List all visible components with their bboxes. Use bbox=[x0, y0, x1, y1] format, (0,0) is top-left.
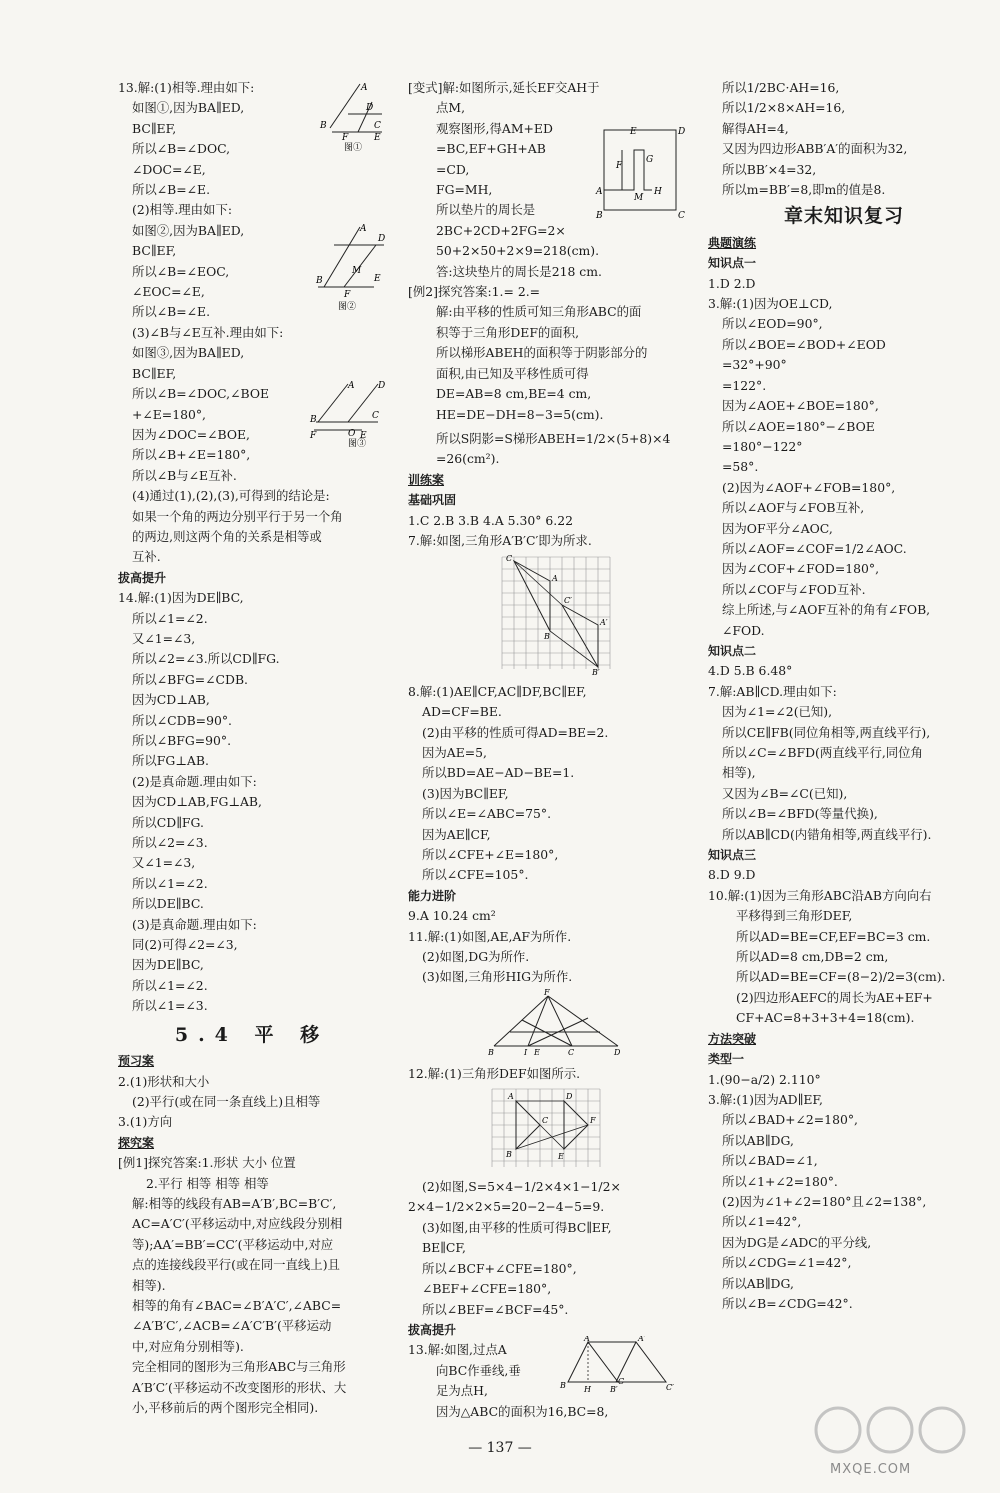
q13-line: +∠E=180°, bbox=[132, 406, 206, 422]
knowledge-point-2: 知识点二 bbox=[708, 643, 757, 658]
q13-line: 如图③,因为BA∥ED, bbox=[132, 345, 245, 361]
q12-line: 所以∠BCF+∠CFE=180°, bbox=[422, 1260, 577, 1276]
kp1-line: 所以∠AOF=∠COF=1/2∠AOC. bbox=[722, 540, 907, 556]
q13-line: 互补. bbox=[132, 549, 161, 565]
cont-line: 所以1/2×8×AH=16, bbox=[722, 100, 846, 116]
ex1-line: ∠A′B′C′,∠ACB=∠A′C′B′(平移运动 bbox=[132, 1318, 332, 1334]
kp2-line: 7.解:AB∥CD.理由如下: bbox=[708, 683, 837, 699]
q13b-line: 13.解:如图,过点A bbox=[408, 1342, 507, 1358]
example2-block bbox=[408, 282, 688, 470]
svg-text:E: E bbox=[630, 127, 637, 137]
q8-line: 所以BD=AE−AD−BE=1. bbox=[422, 765, 575, 781]
q12-line: BE∥CF, bbox=[422, 1240, 466, 1256]
q14-line: 又∠1=∠3, bbox=[132, 855, 196, 871]
heading-explore: 探究案 bbox=[118, 1135, 155, 1150]
svg-text:E: E bbox=[558, 1151, 564, 1161]
q14-line: 因为CD⊥AB,FG⊥AB, bbox=[132, 794, 262, 810]
kp3-line: (2)四边形AEFC的周长为AE+EF+ bbox=[736, 989, 933, 1005]
triangle-translation-figure bbox=[558, 1336, 686, 1396]
q13-line: BC∥EF, bbox=[132, 120, 177, 136]
svg-text:A: A bbox=[348, 381, 355, 391]
column-left bbox=[118, 78, 386, 1418]
ex2-line: DE=AB=8 cm,BE=4 cm, bbox=[436, 386, 592, 402]
svg-text:A: A bbox=[508, 1091, 514, 1101]
q8-line: (3)因为BC∥EF, bbox=[422, 785, 509, 801]
kp1-line: =58°. bbox=[722, 459, 759, 475]
heading-method: 方法突破 bbox=[708, 1031, 757, 1046]
svg-text:B: B bbox=[488, 1047, 494, 1057]
knowledge-point-3: 知识点三 bbox=[708, 848, 757, 863]
q12-line: (3)如图,由平移的性质可得BC∥EF, bbox=[422, 1219, 612, 1235]
heading-train: 训练案 bbox=[408, 472, 445, 487]
method-line: 所以∠1=42°, bbox=[722, 1214, 802, 1230]
heading-preview: 预习案 bbox=[118, 1054, 155, 1069]
q14-line: (2)是真命题.理由如下: bbox=[132, 773, 257, 789]
ex2-line: 所以梯形ABEH的面积等于阴影部分的 bbox=[436, 345, 648, 361]
q14-line: 所以∠BFG=90°. bbox=[132, 733, 232, 748]
ex1-line: 点的连接线段平行(或在同一直线上)且 bbox=[132, 1257, 340, 1273]
q8-line: 8.解:(1)AE∥CF,AC∥DF,BC∥EF, bbox=[408, 683, 587, 699]
variant-line: 所以垫片的周长是 bbox=[436, 202, 536, 218]
ex1-line: [例1]探究答案:1.形状 大小 位置 bbox=[118, 1155, 296, 1171]
kp2-line: 4.D 5.B 6.48° bbox=[708, 663, 793, 679]
kp3-line: CF+AC=8+3+3+4=18(cm). bbox=[736, 1010, 915, 1026]
q11-line: (2)如图,DG为所作. bbox=[422, 949, 530, 965]
method-line: 3.解:(1)因为AD∥EF, bbox=[708, 1091, 823, 1107]
svg-text:C′: C′ bbox=[666, 1383, 674, 1393]
chapter-title: 章末知识复习 bbox=[783, 205, 904, 228]
svg-text:A′: A′ bbox=[638, 1336, 646, 1344]
method-line: 所以∠BAD+∠2=180°, bbox=[722, 1112, 858, 1128]
kp3-line: 平移得到三角形DEF, bbox=[736, 908, 853, 924]
preview-line: 2.(1)形状和大小 bbox=[118, 1073, 210, 1089]
q13-line: 如图①,因为BA∥ED, bbox=[132, 100, 245, 116]
kp3-line: 所以AD=BE=CF,EF=BC=3 cm. bbox=[736, 928, 931, 944]
q12-line: 12.解:(1)三角形DEF如图所示. bbox=[408, 1066, 581, 1082]
svg-text:B′: B′ bbox=[610, 1385, 618, 1395]
preview-line: (2)平行(或在同一条直线上)且相等 bbox=[132, 1093, 321, 1109]
cont-line: 所以m=BB′=8,即m的值是8. bbox=[722, 182, 886, 198]
heading-improve-2: 拔高提升 bbox=[408, 1322, 457, 1337]
ex1-line: 中,对应角分别相等). bbox=[132, 1338, 244, 1354]
ex2-line: 积等于三角形DEF的面积, bbox=[436, 324, 580, 340]
svg-text:B: B bbox=[506, 1149, 512, 1159]
ex2-line: 解:由平移的性质可知三角形ABC的面 bbox=[436, 304, 642, 320]
q14-line: 14.解:(1)因为DE∥BC, bbox=[118, 590, 244, 606]
svg-text:E: E bbox=[360, 431, 367, 441]
q13-line: 因为∠DOC=∠BOE, bbox=[132, 426, 250, 442]
q14-line: 因为DE∥BC, bbox=[132, 957, 204, 973]
q14-line: 所以FG⊥AB. bbox=[132, 753, 209, 769]
kp1-line: 因为∠COF+∠FOD=180°, bbox=[722, 561, 880, 577]
q8-line: 所以∠CFE=105°. bbox=[422, 867, 529, 883]
q13-line: 的两边,则这两个角的关系是相等或 bbox=[132, 528, 322, 544]
q14-line: 所以∠BFG=∠CDB. bbox=[132, 671, 248, 687]
q13b-line: 向BC作垂线,垂 bbox=[436, 1362, 521, 1378]
watermark-text: MXQE.COM bbox=[830, 1462, 912, 1477]
kp1-line: 所以∠AOF与∠FOB互补, bbox=[722, 500, 865, 516]
column-right bbox=[708, 78, 980, 1314]
svg-text:D: D bbox=[566, 1091, 573, 1101]
variant-block bbox=[408, 78, 688, 282]
variant-line: 50+2×50+2×9=218(cm). bbox=[436, 243, 600, 259]
variant-line: =BC,EF+GH+AB bbox=[436, 141, 546, 157]
section-title: 5.4 平 移 bbox=[174, 1023, 330, 1046]
svg-text:C: C bbox=[618, 1377, 625, 1387]
q13-line: (4)通过(1),(2),(3),可得到的结论是: bbox=[132, 488, 330, 504]
q14-line: 同(2)可得∠2=∠3, bbox=[132, 937, 238, 953]
kp1-line: 所以∠AOE=180°−∠BOE bbox=[722, 418, 875, 434]
svg-text:F: F bbox=[616, 161, 623, 171]
kp1-line: =180°−122° bbox=[722, 438, 803, 454]
kp1-line: 因为∠AOE+∠BOE=180°, bbox=[722, 398, 879, 414]
kp1-line: 1.D 2.D bbox=[708, 275, 756, 291]
variant-line: FG=MH, bbox=[436, 182, 493, 198]
variant-line: =CD, bbox=[436, 161, 470, 177]
kp1-line: =32°+90° bbox=[722, 357, 787, 373]
cont-line: 所以1/2BC·AH=16, bbox=[722, 80, 840, 95]
q13-line: 所以∠B=∠E. bbox=[132, 304, 211, 320]
figure-1 bbox=[318, 80, 388, 152]
svg-text:F: F bbox=[310, 431, 317, 441]
svg-text:F: F bbox=[544, 987, 550, 997]
method-line: 所以AB∥DG, bbox=[722, 1275, 794, 1291]
svg-text:D: D bbox=[378, 234, 386, 244]
type-1: 类型一 bbox=[708, 1052, 745, 1067]
grid-figure-q12 bbox=[488, 1085, 612, 1171]
q13-line: 所以∠B与∠E互补. bbox=[132, 467, 237, 483]
svg-text:O: O bbox=[348, 429, 356, 439]
q13-line: 如果一个角的两边分别平行于另一个角 bbox=[132, 508, 343, 524]
q13-line: 13.解:(1)相等.理由如下: bbox=[118, 80, 255, 95]
svg-text:C: C bbox=[506, 554, 513, 564]
figure-2 bbox=[314, 223, 388, 311]
ex2-line: 面积,由已知及平移性质可得 bbox=[436, 365, 589, 381]
svg-text:C: C bbox=[374, 121, 381, 131]
svg-text:E: E bbox=[534, 1047, 540, 1057]
figure-3-caption: 图③ bbox=[348, 439, 367, 448]
q14-line: 所以CD∥FG. bbox=[132, 814, 204, 830]
heading-drill: 典题演练 bbox=[708, 235, 757, 250]
q13-line: 所以∠B+∠E=180°, bbox=[132, 447, 251, 463]
heading-basic: 基础巩固 bbox=[408, 493, 457, 508]
svg-text:A: A bbox=[361, 83, 368, 93]
trapezoid-figure-q11 bbox=[488, 988, 628, 1058]
method-line: 所以AB∥DG, bbox=[722, 1132, 794, 1148]
q13-line: 所以∠B=∠EOC, bbox=[132, 263, 230, 279]
svg-text:C′: C′ bbox=[564, 596, 572, 606]
kp2-line: 所以CE∥FB(同位角相等,两直线平行), bbox=[722, 724, 931, 740]
q14-line: 所以∠CDB=90°. bbox=[132, 712, 232, 728]
kp3-line: 10.解:(1)因为三角形ABC沿AB方向向右 bbox=[708, 887, 932, 903]
q14-line: 所以∠1=∠2. bbox=[132, 977, 208, 993]
grid-figure-q7 bbox=[498, 551, 618, 675]
svg-text:F: F bbox=[344, 290, 351, 300]
svg-text:C: C bbox=[568, 1047, 575, 1057]
svg-text:M: M bbox=[634, 193, 644, 203]
kp3-line: 所以AD=BE=CF=(8−2)/2=3(cm). bbox=[736, 969, 946, 985]
variant-line: 点M, bbox=[436, 100, 466, 116]
q13-line: (3)∠B与∠E互补.理由如下: bbox=[132, 324, 284, 340]
svg-text:A: A bbox=[596, 187, 603, 197]
variant-line: [变式]解:如图所示,延长EF交AH于 bbox=[408, 80, 600, 95]
q14-line: 所以∠1=∠3. bbox=[132, 998, 208, 1014]
example1-block bbox=[118, 1153, 386, 1418]
q12-line: 2×4−1/2×2×5=20−2−4−5=9. bbox=[408, 1199, 605, 1215]
q12-line: ∠BEF+∠CFE=180°, bbox=[422, 1281, 552, 1297]
svg-text:E: E bbox=[374, 274, 381, 284]
kp1-line: 所以∠COF与∠FOD互补. bbox=[722, 581, 866, 597]
ex1-line: A′B′C′(平移运动不改变图形的形状、大 bbox=[132, 1379, 347, 1395]
svg-text:E: E bbox=[374, 133, 381, 143]
svg-text:B′: B′ bbox=[592, 668, 600, 676]
variant-line: 观察图形,得AM+ED bbox=[436, 120, 553, 136]
method-line: 所以∠BAD=∠1, bbox=[722, 1153, 818, 1169]
q14-line: 所以∠1=∠2. bbox=[132, 875, 208, 891]
q14-block bbox=[118, 588, 386, 1017]
ex2-line: HE=DE−DH=8−3=5(cm). bbox=[436, 406, 604, 422]
q13b-block bbox=[408, 1336, 688, 1422]
svg-text:B: B bbox=[310, 415, 317, 425]
kp3-line: 所以AD=8 cm,DB=2 cm, bbox=[736, 949, 889, 965]
cont-line: 解得AH=4, bbox=[722, 120, 789, 136]
q8-line: 所以∠CFE+∠E=180°, bbox=[422, 847, 559, 862]
figure-3 bbox=[308, 378, 388, 448]
q8-line: 因为AE=5, bbox=[422, 744, 487, 760]
kp2-line: 所以∠B=∠BFD(等量代换), bbox=[722, 806, 878, 822]
svg-text:M: M bbox=[352, 266, 362, 276]
svg-text:F: F bbox=[590, 1115, 596, 1125]
svg-text:B: B bbox=[544, 632, 550, 642]
method-line: 1.(90−a/2) 2.110° bbox=[708, 1071, 821, 1087]
svg-text:F: F bbox=[342, 133, 349, 143]
kp1-line: 所以∠BOE=∠BOD+∠EOD bbox=[722, 336, 886, 352]
svg-text:D: D bbox=[378, 381, 386, 391]
svg-text:C: C bbox=[372, 411, 379, 421]
ex1-line: 相等的角有∠BAC=∠B′A′C′,∠ABC= bbox=[132, 1297, 342, 1313]
q8-line: 所以∠E=∠ABC=75°. bbox=[422, 806, 552, 822]
kp2-line: 因为∠1=∠2(已知), bbox=[722, 704, 833, 720]
heading-improve: 拔高提升 bbox=[118, 570, 167, 585]
gasket-figure bbox=[590, 122, 686, 222]
kp1-line: ∠FOD. bbox=[722, 622, 765, 638]
q13-line: BC∥EF, bbox=[132, 243, 177, 259]
figure-1-caption: 图① bbox=[344, 143, 363, 152]
ex2-line: 所以S阴影=S梯形ABEH=1/2×(5+8)×4 bbox=[436, 430, 671, 446]
q12-line: 所以∠BEF=∠BCF=45°. bbox=[422, 1301, 569, 1317]
q14-line: 所以∠2=∠3.所以CD∥FG. bbox=[132, 651, 280, 667]
q14-line: 所以∠2=∠3. bbox=[132, 835, 208, 851]
q13-line: 所以∠B=∠DOC, bbox=[132, 141, 231, 157]
ex2-line: [例2]探究答案:1.= 2.= bbox=[408, 284, 541, 300]
q13-line: ∠EOC=∠E, bbox=[132, 284, 205, 300]
q14-line: (3)是真命题.理由如下: bbox=[132, 916, 257, 932]
kp2-line: 相等), bbox=[722, 765, 756, 781]
ex1-line: 等);AA′=BB′=CC′(平移运动中,对应 bbox=[132, 1236, 334, 1252]
svg-text:C: C bbox=[678, 211, 685, 221]
q14-line: 所以∠1=∠2. bbox=[132, 610, 208, 626]
q12-line: (2)如图,S=5×4−1/2×4×1−1/2× bbox=[422, 1179, 621, 1195]
ex1-line: 解:相等的线段有AB=A′B′,BC=B′C′, bbox=[132, 1195, 337, 1211]
q8-line: (2)由平移的性质可得AD=BE=2. bbox=[422, 724, 609, 740]
q13-line: BC∥EF, bbox=[132, 365, 177, 381]
q8-line: AD=CF=BE. bbox=[422, 704, 502, 720]
q11-line: 11.解:(1)如图,AE,AF为所作. bbox=[408, 928, 572, 944]
ability-answers: 9.A 10.24 cm² bbox=[408, 908, 496, 924]
svg-text:D: D bbox=[614, 1047, 621, 1057]
variant-line: 2BC+2CD+2FG=2× bbox=[436, 222, 566, 238]
q14-line: 因为CD⊥AB, bbox=[132, 692, 210, 708]
kp1-line: =122°. bbox=[722, 377, 767, 393]
kp1-line: (2)因为∠AOF+∠FOB=180°, bbox=[722, 479, 896, 495]
q11-line: (3)如图,三角形HIG为所作. bbox=[422, 969, 573, 985]
kp1-line: 综上所述,与∠AOF互补的角有∠FOB, bbox=[722, 602, 931, 618]
q13-line: 如图②,因为BA∥ED, bbox=[132, 222, 245, 238]
kp2-line: 所以AB∥CD(内错角相等,两直线平行). bbox=[722, 826, 932, 842]
q7-line: 7.解:如图,三角形A′B′C′即为所求. bbox=[408, 532, 592, 548]
svg-text:A: A bbox=[584, 1336, 590, 1344]
method-line: 所以∠CDG=∠1=42°, bbox=[722, 1255, 852, 1271]
heading-ability: 能力进阶 bbox=[408, 888, 457, 903]
page-number: — 137 — bbox=[468, 1440, 532, 1456]
svg-text:H: H bbox=[584, 1385, 591, 1395]
q8-block bbox=[408, 682, 688, 886]
svg-text:B: B bbox=[316, 276, 323, 286]
q13-line: 所以∠B=∠E. bbox=[132, 182, 211, 198]
method-line: 所以∠1+∠2=180°. bbox=[722, 1173, 838, 1189]
ex1-line: 完全相同的图形为三角形ABC与三角形 bbox=[132, 1359, 346, 1375]
method-line: 因为DG是∠ADC的平分线, bbox=[722, 1234, 872, 1250]
svg-text:B: B bbox=[560, 1381, 566, 1391]
svg-text:H: H bbox=[654, 187, 662, 197]
svg-text:C: C bbox=[542, 1115, 549, 1125]
svg-text:B: B bbox=[596, 211, 603, 221]
basic-answers: 1.C 2.B 3.B 4.A 5.30° 6.22 bbox=[408, 512, 573, 528]
kp1-line: 3.解:(1)因为OE⊥CD, bbox=[708, 296, 833, 312]
ex1-line: 2.平行 相等 相等 相等 bbox=[146, 1175, 269, 1191]
svg-text:A′: A′ bbox=[600, 618, 608, 628]
q13-block bbox=[118, 78, 386, 568]
cont-line: 所以BB′×4=32, bbox=[722, 161, 817, 177]
svg-text:D: D bbox=[678, 127, 686, 137]
figure-2-caption: 图② bbox=[338, 302, 357, 311]
kp3-line: 8.D 9.D bbox=[708, 867, 756, 883]
preview-line: 3.(1)方向 bbox=[118, 1114, 173, 1130]
knowledge-point-1: 知识点一 bbox=[708, 256, 757, 271]
ex1-line: 小,平移前后的两个图形完全相同). bbox=[132, 1400, 319, 1415]
method-line: (2)因为∠1+∠2=180°且∠2=138°, bbox=[722, 1193, 927, 1209]
svg-text:A: A bbox=[360, 224, 367, 234]
q13b-line: 足为点H, bbox=[436, 1383, 488, 1399]
kp1-line: 因为OF平分∠AOC, bbox=[722, 520, 833, 536]
q13-line: ∠DOC=∠E, bbox=[132, 161, 206, 177]
svg-text:G: G bbox=[646, 155, 654, 165]
kp2-line: 所以∠C=∠BFD(两直线平行,同位角 bbox=[722, 745, 923, 760]
q13-line: 所以∠B=∠DOC,∠BOE bbox=[132, 386, 270, 402]
column-middle bbox=[408, 78, 688, 1422]
q13b-line: 因为△ABC的面积为16,BC=8, bbox=[436, 1403, 609, 1419]
q13-line: (2)相等.理由如下: bbox=[132, 202, 233, 218]
svg-text:D: D bbox=[366, 103, 374, 113]
kp2-line: 又因为∠B=∠C(已知), bbox=[722, 785, 848, 801]
q14-line: 所以DE∥BC. bbox=[132, 896, 204, 912]
kp1-line: 所以∠EOD=90°, bbox=[722, 316, 823, 332]
method-line: 所以∠B=∠CDG=42°. bbox=[722, 1295, 853, 1311]
ex2-line: =26(cm²). bbox=[436, 451, 500, 467]
cont-line: 又因为四边形ABB′A′的面积为32, bbox=[722, 141, 908, 157]
q14-line: 又∠1=∠3, bbox=[132, 630, 196, 646]
svg-text:B: B bbox=[320, 121, 327, 131]
svg-text:A: A bbox=[552, 574, 558, 584]
ex1-line: 相等). bbox=[132, 1277, 166, 1293]
q8-line: 因为AE∥CF, bbox=[422, 826, 491, 842]
variant-line: 答:这块垫片的周长是218 cm. bbox=[436, 263, 602, 279]
ex1-line: AC=A′C′(平移运动中,对应线段分别相 bbox=[132, 1216, 343, 1232]
svg-text:I: I bbox=[524, 1047, 528, 1057]
